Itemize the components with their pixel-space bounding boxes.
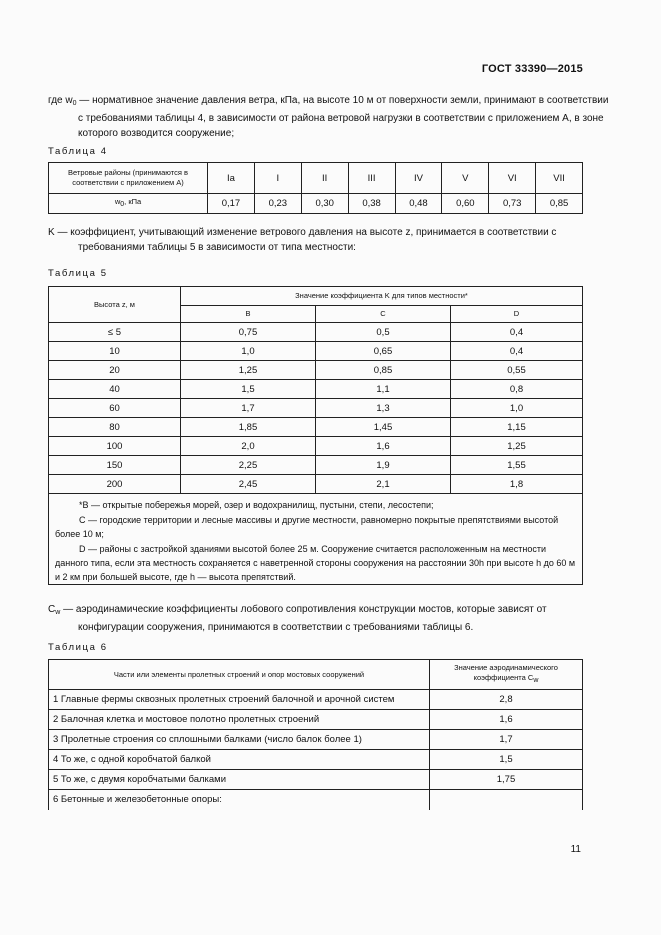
table5-z: 40 bbox=[49, 380, 181, 399]
table6-row bbox=[49, 770, 583, 790]
table5-type-b: B bbox=[181, 306, 316, 323]
table6-header-row bbox=[49, 660, 583, 690]
table5-row bbox=[49, 456, 583, 475]
table5-b: 1,85 bbox=[181, 418, 316, 437]
table5-b: 2,45 bbox=[181, 475, 316, 494]
cw-paragraph bbox=[48, 602, 613, 635]
table6-col2-sub: w bbox=[533, 677, 539, 684]
table5-c: 2,1 bbox=[316, 475, 451, 494]
table5-caption: Таблица 5 bbox=[48, 268, 108, 279]
table5-type-d: D bbox=[451, 306, 583, 323]
table5-header-row bbox=[49, 287, 583, 306]
table6-value: 1,6 bbox=[430, 710, 583, 730]
table5-row bbox=[49, 418, 583, 437]
table6-row bbox=[49, 690, 583, 710]
table4-col-header: IV bbox=[395, 163, 442, 194]
table6-value bbox=[430, 790, 583, 810]
table6-col1-header: Части или элементы пролетных строений и опор мостовых сооружений bbox=[49, 660, 430, 690]
table6-caption: Таблица 6 bbox=[48, 642, 108, 653]
table6-row bbox=[49, 790, 583, 810]
table5 bbox=[48, 286, 583, 585]
table5-z: 100 bbox=[49, 437, 181, 456]
table4-cell: 0,17 bbox=[208, 194, 255, 214]
table4-col-header: I bbox=[254, 163, 301, 194]
w0-symbol: где w bbox=[48, 95, 73, 106]
table4-cell: 0,23 bbox=[254, 194, 301, 214]
table5-b: 1,5 bbox=[181, 380, 316, 399]
table6-label: 6 Бетонные и железобетонные опоры: bbox=[49, 790, 430, 810]
table5-row bbox=[49, 323, 583, 342]
table5-d: 0,8 bbox=[451, 380, 583, 399]
table5-row bbox=[49, 475, 583, 494]
k-paragraph: K — коэффициент, учитывающий изменение ветрового давления на высоте z, принимается в соответствии с требованиями таблицы 5 в зависимости от типа местности: bbox=[48, 227, 557, 253]
table5-row bbox=[49, 361, 583, 380]
w0-label: w bbox=[114, 197, 121, 206]
table5-c: 1,1 bbox=[316, 380, 451, 399]
table5-b: 1,25 bbox=[181, 361, 316, 380]
table5-c: 0,5 bbox=[316, 323, 451, 342]
table4 bbox=[48, 162, 583, 214]
table5-row bbox=[49, 342, 583, 361]
table4-values-row bbox=[49, 194, 583, 214]
table5-d: 1,8 bbox=[451, 475, 583, 494]
table5-d: 0,55 bbox=[451, 361, 583, 380]
intro-paragraph bbox=[48, 93, 613, 141]
w0-subscript: 0 bbox=[72, 100, 77, 107]
table5-b: 1,0 bbox=[181, 342, 316, 361]
table5-notes-cell bbox=[49, 494, 583, 585]
cw-subscript: w bbox=[55, 609, 61, 616]
table5-note-c: C — городские территории и лесные массивы и другие местности, равномерно покрытые препятствиями высотой более 10 м; bbox=[55, 515, 559, 539]
table4-caption: Таблица 4 bbox=[48, 146, 108, 157]
table6-label: 1 Главные фермы сквозных пролетных строений балочной и арочной систем bbox=[49, 690, 430, 710]
table5-z: 10 bbox=[49, 342, 181, 361]
table5-z: 200 bbox=[49, 475, 181, 494]
table5-c: 0,65 bbox=[316, 342, 451, 361]
table5-z: 20 bbox=[49, 361, 181, 380]
table6-label: 2 Балочная клетка и мостовое полотно пролетных строений bbox=[49, 710, 430, 730]
table5-b: 2,0 bbox=[181, 437, 316, 456]
table5-d: 1,0 bbox=[451, 399, 583, 418]
table4-regions-row bbox=[49, 163, 583, 194]
table6-row bbox=[49, 750, 583, 770]
table6-row bbox=[49, 710, 583, 730]
table6-label: 3 Пролетные строения со сплошными балками (число балок более 1) bbox=[49, 730, 430, 750]
table4-pressure-label bbox=[49, 194, 208, 214]
w0-label-sub: 0 bbox=[120, 201, 125, 208]
table4-col-header: V bbox=[442, 163, 489, 194]
standard-header: ГОСТ 33390—2015 bbox=[481, 63, 583, 75]
table5-d: 0,4 bbox=[451, 342, 583, 361]
table5-note-d: D — районы с застройкой зданиями высотой более 25 м. Сооружение считается расположенным на местности данного типа, если эта местность сохраняется с наветренной стороны сооружения на расстоянии 30h при высоте h до 60 м и 2 км при большей высоте, где h — высота препятствий. bbox=[55, 544, 576, 582]
table6-label: 5 То же, с двумя коробчатыми балками bbox=[49, 770, 430, 790]
table4-cell: 0,48 bbox=[395, 194, 442, 214]
table5-c: 0,85 bbox=[316, 361, 451, 380]
table5-c: 1,9 bbox=[316, 456, 451, 475]
table4-cell: 0,60 bbox=[442, 194, 489, 214]
table5-z: ≤ 5 bbox=[49, 323, 181, 342]
table4-cell: 0,30 bbox=[301, 194, 348, 214]
table5-type-c: C bbox=[316, 306, 451, 323]
table4-cell: 0,73 bbox=[489, 194, 536, 214]
table6-value: 2,8 bbox=[430, 690, 583, 710]
table6-value: 1,7 bbox=[430, 730, 583, 750]
table5-row bbox=[49, 437, 583, 456]
w0-label-unit: , кПа bbox=[124, 197, 142, 206]
table5-d: 1,55 bbox=[451, 456, 583, 475]
table4-regions-label: Ветровые районы (принимаются в соответствии с приложением А) bbox=[49, 163, 208, 194]
page-number: 11 bbox=[570, 844, 581, 855]
table6-row bbox=[49, 730, 583, 750]
table5-row bbox=[49, 399, 583, 418]
table6-value: 1,75 bbox=[430, 770, 583, 790]
table4-col-header: III bbox=[348, 163, 395, 194]
cw-symbol: C bbox=[48, 604, 56, 615]
cw-text: — аэродинамические коэффициенты лобового сопротивления конструкции мостов, которые зависят от конфигурации сооружения, принимаются в соответствии с требованиями таблицы 6. bbox=[60, 604, 547, 633]
table5-c: 1,3 bbox=[316, 399, 451, 418]
table6-col2-header bbox=[430, 660, 583, 690]
table5-group-header: Значение коэффициента K для типов местности* bbox=[181, 287, 583, 306]
table5-c: 1,6 bbox=[316, 437, 451, 456]
table4-col-header: Ia bbox=[208, 163, 255, 194]
table5-z: 150 bbox=[49, 456, 181, 475]
table5-height-header: Высота z, м bbox=[49, 287, 181, 323]
table5-d: 1,25 bbox=[451, 437, 583, 456]
table4-col-header: VI bbox=[489, 163, 536, 194]
table5-z: 80 bbox=[49, 418, 181, 437]
table5-z: 60 bbox=[49, 399, 181, 418]
table6-label: 4 То же, с одной коробчатой балкой bbox=[49, 750, 430, 770]
table6-col2-text: Значение аэродинамического коэффициента C bbox=[454, 663, 558, 682]
table5-b: 0,75 bbox=[181, 323, 316, 342]
table5-b: 2,25 bbox=[181, 456, 316, 475]
table5-b: 1,7 bbox=[181, 399, 316, 418]
table5-c: 1,45 bbox=[316, 418, 451, 437]
table4-col-header: II bbox=[301, 163, 348, 194]
table5-note-b: *B — открытые побережья морей, озер и водохранилищ, пустыни, степи, лесостепи; bbox=[79, 500, 434, 510]
table5-d: 0,4 bbox=[451, 323, 583, 342]
table6-value: 1,5 bbox=[430, 750, 583, 770]
table4-cell: 0,85 bbox=[536, 194, 583, 214]
table5-d: 1,15 bbox=[451, 418, 583, 437]
intro-text: — нормативное значение давления ветра, кПа, на высоте 10 м от поверхности земли, принимают в соответствии с требованиями таблицы 4, в зависимости от района ветровой нагрузки в соответствии с приложением А, в зоне которого возводится сооружение; bbox=[76, 95, 609, 139]
table5-row bbox=[49, 380, 583, 399]
table4-cell: 0,38 bbox=[348, 194, 395, 214]
table5-notes-row bbox=[49, 494, 583, 585]
table6 bbox=[48, 659, 583, 810]
table4-col-header: VII bbox=[536, 163, 583, 194]
